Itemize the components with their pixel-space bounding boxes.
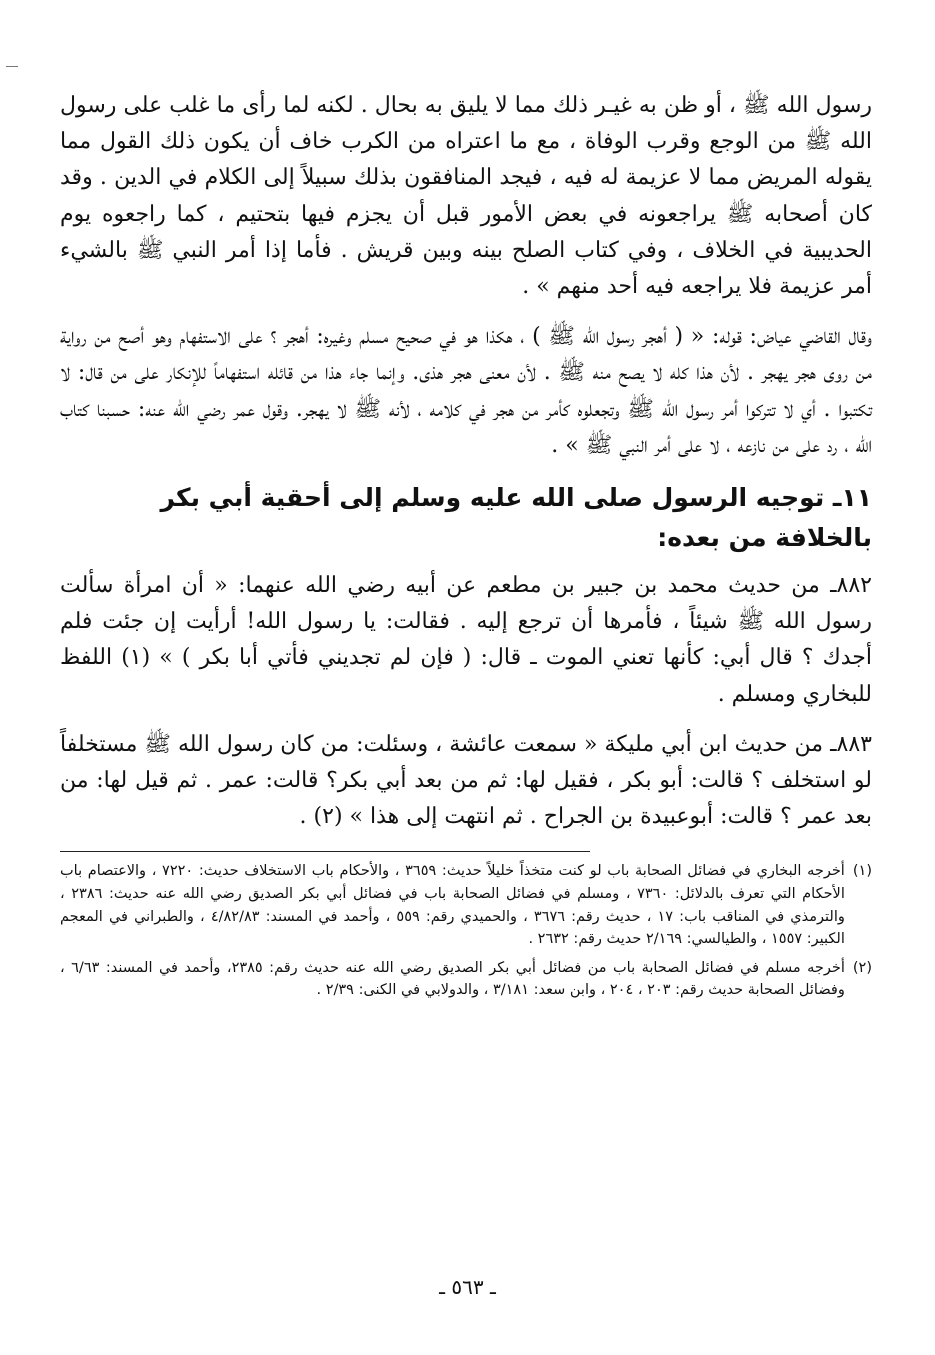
footnote-separator: [60, 851, 590, 852]
paragraph-1: رسول الله ﷺ ، أو ظن به غيـر ذلك مما لا يليق به بحال . لكنه لما رأى ما غلب على رسول الله ﷺ من الوجع وقرب الوفاة ، مع ما اعتراه من الكرب خاف أن يكون ذلك القول مما يقوله المريض مما لا عزيمة له فيه ، فيجد المنافقون بذلك سبيلاً إلى الكلام في الدين . وقد كان أصحابه ﷺ يراجعونه في بعض الأمور قبل أن يجزم فيها بتحتيم ، كما راجعوه يوم الحديبية في الخلاف ، وفي كتاب الصلح بينه وبين قريش . فأما إذا أمر النبي ﷺ بالشيء أمر عزيمة فلا يراجعه فيه أحد منهم » .: [60, 93, 872, 300]
footnote-2: [60, 957, 872, 1002]
footnote-1: [60, 860, 872, 950]
footnote-number: (١): [852, 863, 872, 880]
page-number: ـ ٥٦٣ ـ: [439, 1275, 496, 1299]
margin-mark: [6, 66, 18, 67]
hadith-883: ٨٨٣ـ من حديث ابن أبي مليكة « سمعت عائشة ، وسئلت: من كان رسول الله ﷺ مستخلفاً لو استخلف ؟ قالت: أبو بكر ، فقيل لها: ثم من بعد أبي بكر؟ قالت: عمر . ثم قيل لها: من بعد عمر ؟ قالت: أبوعبيدة بن الجراح . ثم انتهت إلى هذا » (٢) .: [60, 731, 872, 830]
hadith-882: ٨٨٢ـ من حديث محمد بن جبير بن مطعم عن أبيه رضي الله عنهما: « أن امرأة سألت رسول الله ﷺ شيئاً ، فأمرها أن ترجع إليه . فقالت: يا رسول الله! أرأيت إن جئت فلم أجدك ؟ قال أبي: كأنها تعني الموت ـ قال: ( فإن لم تجديني فأتي أبا بكر ) » (١) اللفظ للبخاري ومسلم .: [60, 573, 873, 707]
page-body: [60, 88, 872, 1002]
footnote-number: (٢): [852, 959, 872, 976]
footnote-text: أخرجه مسلم في فضائل الصحابة باب من فضائل أبي بكر الصديق رضي الله عنه حديث رقم: ٢٣٨٥، وأحمد في المسند: ٦/٦٣ ، وفضائل الصحابة حديث رقم: ٢٠٣ ، ٢٠٤ ، وابن سعد: ٣/١٨١ ، والدولابي في الكنى: ٢/٣٩ .: [60, 959, 845, 999]
footnote-text: أخرجه البخاري في فضائل الصحابة باب لو كنت متخذاً خليلاً حديث: ٣٦٥٩ ، والأحكام باب الاستخلاف حديث: ٧٢٢٠ ، والاعتصام باب الأحكام التي تعرف بالدلائل: ٧٣٦٠ ، ومسلم في فضائل الصحابة باب في فضائل أبي بكر الصديق رضي الله عنه حديث: ٢٣٨٦ ، والترمذي في المناقب باب: ١٧ ، حديث رقم: ٣٦٧٦ ، والحميدي رقم: ٥٥٩ ، وأحمد في المسند: ٤/٨٢/٨٣ ، والطبراني في المعجم الكبير: ١٥٥٧ ، والطيالسي: ٢/١٦٩ حديث رقم: ٢٦٣٢ .: [60, 863, 845, 948]
paragraph-2: وقال القاضي عياض: قوله: « ( أهجر رسول الله ﷺ ) ، هكذا هو في صحيح مسلم وغيره: أهجر ؟ على الاستفهام وهو أصح من رواية من روى هجر يهجر . لأن هذا كله لا يصح منه ﷺ . لأن معنى هجر هذى. وإنما جاء هذا من قائله استفهاماً للإنكار على من قال: لا تكتبوا . أي لا تتركوا أمر رسول الله ﷺ وتجعلوه كأمر من هجر في كلامه ، لأنه ﷺ لا يهجر. وقول عمر رضي الله عنه: حسبنا كتاب الله ، رد على من نازعه ، لا على أمر النبي ﷺ » .: [60, 324, 872, 458]
section-heading: ١١ـ توجيه الرسول صلى الله عليه وسلم إلى أحقية أبي بكر بالخلافة من بعده:: [160, 483, 872, 553]
